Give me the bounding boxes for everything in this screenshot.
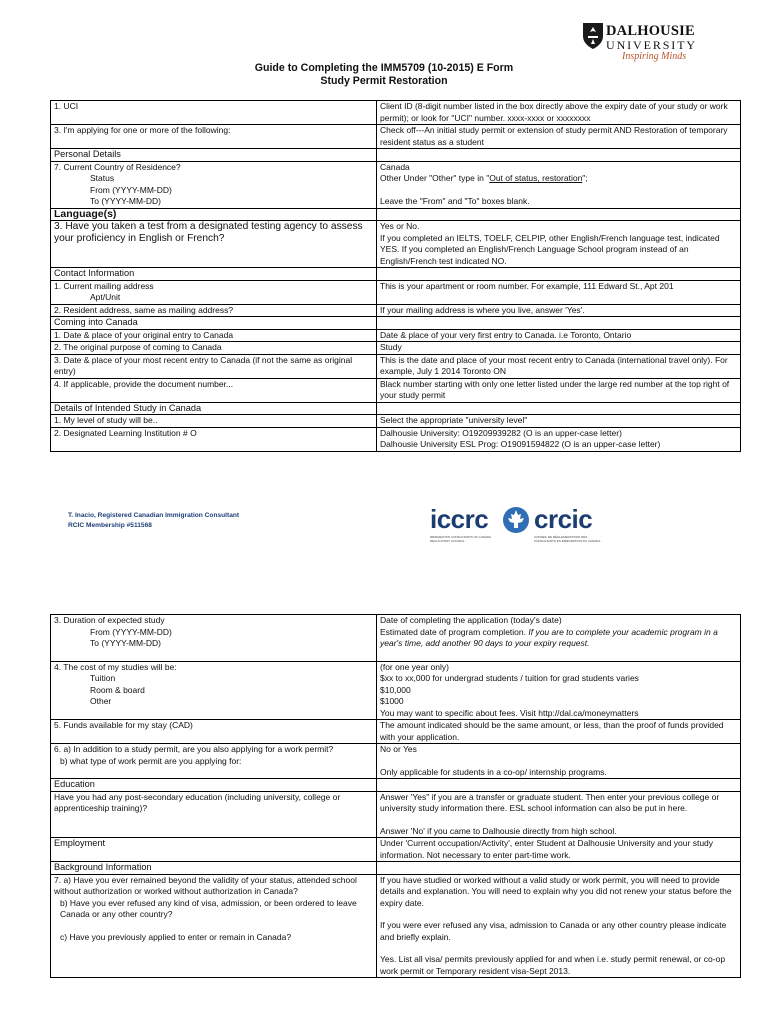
table-row xyxy=(51,329,741,342)
apply-label: 3. I'm applying for one or more of the following: xyxy=(54,125,231,135)
consultant-footer xyxy=(68,511,239,531)
recent-entry-value: This is the date and place of your most recent entry to Canada (international travel only). For example, July 1 2014 Toronto ON xyxy=(380,354,728,376)
employment-value: Under 'Current occupation/Activity', enter Student at Dalhousie University and your study information. Not necessary to enter part-time work. xyxy=(380,838,714,860)
duration-estimate-text: Estimated date of program completion. xyxy=(380,626,529,637)
funds-label: 5. Funds available for my stay (CAD) xyxy=(54,720,193,730)
study-level-value: Select the appropriate "university level" xyxy=(380,415,528,425)
country-other-end: "; xyxy=(582,173,588,183)
to-label: To (YYYY-MM-DD) xyxy=(90,196,161,206)
table-row xyxy=(51,161,741,208)
section-row xyxy=(51,779,741,792)
dalhousie-logo xyxy=(582,22,702,66)
cost-value-tuition: $xx to xx,000 for undergrad students / tuition for grad students varies xyxy=(380,673,639,683)
country-label: 7. Current Country of Residence? xyxy=(54,161,181,172)
tuition-label: Tuition xyxy=(90,673,116,683)
coming-into-canada-heading: Coming into Canada xyxy=(54,317,138,327)
mailing-value: This is your apartment or room number. For example, 111 Edward St., Apt 201 xyxy=(380,280,674,291)
section-row xyxy=(51,268,741,281)
country-value-other xyxy=(380,173,737,185)
table-row xyxy=(51,791,741,838)
from-label: From (YYYY-MM-DD) xyxy=(90,184,172,195)
logo-name-line2: UNIVERSITY xyxy=(606,38,697,52)
duration-label: 3. Duration of expected study xyxy=(54,615,165,625)
logo-name-line1: DALHOUSIE xyxy=(606,23,695,39)
table-row xyxy=(51,427,741,451)
country-other-text: Other Under "Other" type in " xyxy=(380,173,490,183)
table-row xyxy=(51,378,741,402)
table-row xyxy=(51,615,741,662)
resident-value: If your mailing address is where you live, answer 'Yes'. xyxy=(380,304,585,315)
duration-estimate-italic: If you are to complete your academic program in a year's time, add another 90 days to your expiry request. xyxy=(380,626,718,648)
country-value-canada: Canada xyxy=(380,161,410,172)
background-heading: Background Information xyxy=(54,862,152,872)
document-number-label: 4. If applicable, provide the document number... xyxy=(54,378,234,389)
work-permit-value-a: No or Yes xyxy=(380,744,417,754)
entry1-value: Date & place of your very first entry to Canada. i.e Toronto, Ontario xyxy=(380,329,632,340)
work-permit-label-a: 6. a) In addition to a study permit, are you also applying for a work permit? xyxy=(54,744,334,754)
personal-details-heading: Personal Details xyxy=(54,149,121,159)
section-row xyxy=(51,317,741,330)
uci-value: Client ID (8-digit number listed in the box directly above the expiry date of your study or work permit); or look for "UCI" number. xxxx-xxxx or xxxxxxxx xyxy=(380,101,728,123)
study-level-label: 1. My level of study will be.. xyxy=(54,415,158,425)
crcic-word: crcic xyxy=(534,504,593,534)
background-label-c: c) Have you previously applied to enter or remain in Canada? xyxy=(60,931,292,942)
document-number-value: Black number starting with only one letter listed under the large red number at the top right of your study permit xyxy=(380,378,730,400)
language-answer-detail: If you completed an IELTS, TOELF, CELPIP, other English/French language test, indicated YES. If you completed an English/French Language School program instead of an English/French test indicated NO. xyxy=(380,232,720,266)
postsec-value-yes: Answer 'Yes" if you are a transfer or graduate student. Then enter your previous college or university study information there. ESL school information can also be put in here. xyxy=(380,791,720,813)
apply-value: Check off---An initial study permit or extension of study permit AND Restoration of temporary resident status as a student xyxy=(380,125,728,147)
table-row xyxy=(51,661,741,720)
work-permit-value-b: Only applicable for students in a co-op/ internship programs. xyxy=(380,766,607,777)
cost-value-fees: You may want to specific about fees. Visit http://dal.ca/moneymatters xyxy=(380,707,639,718)
room-board-label: Room & board xyxy=(90,684,145,695)
table-row xyxy=(51,221,741,268)
cost-value-other: $1000 xyxy=(380,696,404,706)
apt-unit-label: Apt/Unit xyxy=(90,292,121,302)
duration-value-estimate xyxy=(380,627,737,650)
purpose-label: 2. The original purpose of coming to Canada xyxy=(54,342,222,352)
background-value-a: If you have studied or worked without a valid study or work permit, you will need to provide details and explanation. You will need to explain why you did not renew your status before the expiry date. xyxy=(380,874,732,908)
table-row xyxy=(51,874,741,978)
country-other-underlined: Out of status, restoration xyxy=(489,173,583,183)
funds-value: The amount indicated should be the same amount, or less, than the proof of funds provided with your application. xyxy=(380,720,724,742)
status-label: Status xyxy=(90,173,115,183)
intended-study-heading: Details of Intended Study in Canada xyxy=(54,402,202,413)
iccrc-word: iccrc xyxy=(430,504,489,534)
section-row xyxy=(51,862,741,875)
background-label-b: b) Have you ever refused any kind of visa, admission, or been ordered to leave Canada or any other country? xyxy=(60,897,357,919)
contact-info-heading: Contact Information xyxy=(54,268,135,278)
iccrc-logo xyxy=(430,504,610,548)
table-row xyxy=(51,720,741,744)
resident-label: 2. Resident address, same as mailing address? xyxy=(54,304,234,315)
document-title: Guide to Completing the IMM5709 (10-2015) E Form xyxy=(254,62,514,74)
education-heading: Education xyxy=(54,779,95,789)
language-answer-yesno: Yes or No. xyxy=(380,221,420,231)
cost-label: 4. The cost of my studies will be: xyxy=(54,661,177,672)
employment-heading: Employment xyxy=(54,838,106,848)
consultant-name: T. Inacio, Registered Canadian Immigration Consultant xyxy=(68,512,240,519)
table-row xyxy=(51,354,741,378)
uci-label: 1. UCI xyxy=(54,101,79,111)
language-question: 3. Have you taken a test from a designated testing agency to assess your proficiency in English or French? xyxy=(54,221,363,244)
postsec-label: Have you had any post-secondary education (including university, college or apprenticeship training)? xyxy=(54,791,341,813)
mailing-label: 1. Current mailing address xyxy=(54,280,154,291)
consultant-membership: RCIC Membership #511568 xyxy=(68,522,152,529)
section-row xyxy=(51,149,741,162)
table-row xyxy=(51,125,741,149)
guide-table-page1 xyxy=(50,100,741,452)
iccrc-small-text: IMMIGRATION CONSULTANTS OF CANADA REGULATORY COUNCIL xyxy=(430,535,492,543)
recent-entry-label: 3. Date & place of your most recent entry to Canada (if not the same as original entry) xyxy=(54,354,353,376)
purpose-value: Study xyxy=(380,342,402,352)
cost-value-period: (for one year only) xyxy=(380,661,449,672)
country-value-blank: Leave the "From" and "To" boxes blank. xyxy=(380,195,530,206)
work-permit-label-b: b) what type of work permit are you applying for: xyxy=(60,755,242,766)
table-row xyxy=(51,744,741,779)
other-cost-label: Other xyxy=(90,696,112,706)
table-row xyxy=(51,304,741,317)
document-subtitle: Study Permit Restoration xyxy=(320,75,448,87)
background-value-b: If you were ever refused any visa, admission to Canada or any other country please indicate and briefly explain. xyxy=(380,920,727,942)
duration-value-today: Date of completing the application (today's date) xyxy=(380,615,562,625)
postsec-value-no: Answer 'No' if you came to Dalhousie directly from high school. xyxy=(380,825,617,836)
cost-value-room: $10,000 xyxy=(380,684,411,695)
table-row xyxy=(51,838,741,862)
table-row xyxy=(51,415,741,428)
table-row xyxy=(51,101,741,125)
duration-from-label: From (YYYY-MM-DD) xyxy=(90,626,172,637)
duration-to-label: To (YYYY-MM-DD) xyxy=(90,638,161,648)
language-heading: Language(s) xyxy=(54,207,117,220)
table-row xyxy=(51,280,741,304)
background-value-c: Yes. List all visa/ permits previously applied for and when i.e. study permit renewal, or co-op work permit or Temporary resident visa-Sept 2013. xyxy=(380,954,726,976)
background-label-a: 7. a) Have you ever remained beyond the validity of your status, attended school without authorization or worked without authorization in Canada? xyxy=(54,874,357,896)
dli-label: 2. Designated Learning Institution # O xyxy=(54,427,197,438)
section-row xyxy=(51,402,741,415)
maple-leaf-icon xyxy=(502,506,530,534)
table-row xyxy=(51,342,741,355)
dalhousie-shield-icon xyxy=(582,22,604,50)
guide-table-page2 xyxy=(50,614,741,978)
dli-value-dalhousie: Dalhousie University: O19209939282 (O is an upper-case letter) xyxy=(380,427,622,438)
dli-value-esl: Dalhousie University ESL Prog: O19091594822 (O is an upper-case letter) xyxy=(380,439,661,449)
logo-tagline: Inspiring Minds xyxy=(622,51,687,62)
section-row xyxy=(51,208,741,221)
entry1-label: 1. Date & place of your original entry to Canada xyxy=(54,329,234,340)
crcic-small-text: CONSEIL DE RÉGLEMENTATION DES CONSULTANTS EN IMMIGRATION DU CANADA xyxy=(534,535,601,543)
